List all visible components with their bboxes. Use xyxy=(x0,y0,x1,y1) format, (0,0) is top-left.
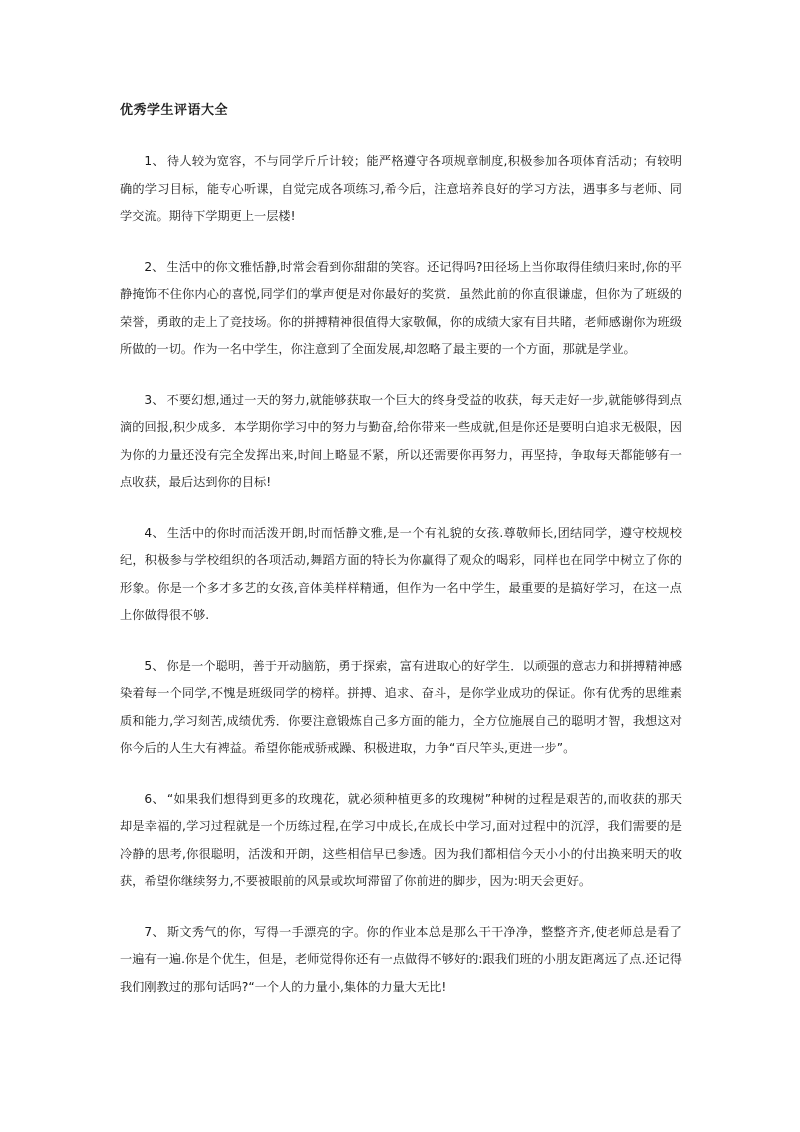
document-title: 优秀学生评语大全 xyxy=(120,103,229,118)
paragraph-text: “如果我们想得到更多的玫瑰花，就必须种植更多的玫瑰树”种树的过程是艰苦的,而收获的那天却是幸福的,学习过程就是一个历练过程,在学习中成长,在成长中学习,面对过程中的沉浮，我们需要的是冷静的思考,你很聪明，活泼和开朗，这些相信早已参透。因为我们都相信今天小小的付出换来明天的收获，希望你继续努力,不要被眼前的风景或坎坷滞留了你前进的脚步，因为:明天会更好。 xyxy=(120,791,682,888)
comment-paragraph-4 xyxy=(120,520,682,630)
comment-paragraph-2 xyxy=(120,254,682,364)
paragraph-text: 生活中的你文雅恬静,时常会看到你甜甜的笑容。还记得吗?田径场上当你取得佳绩归来时,你的平静掩饰不住你内心的喜悦,同学们的掌声便是对你最好的奖赏．虽然此前的你直很谦虚，但你为了班级的荣誉，勇敢的走上了竞技场。你的拼搏精神很值得大家敬佩，你的成绩大家有目共睹，老师感谢你为班级所做的一切。作为一名中学生，你注意到了全面发展,却忽略了最主要的一个方面，那就是学业。 xyxy=(120,259,682,356)
paragraph-number: 6、 xyxy=(144,791,165,806)
paragraph-number: 7、 xyxy=(144,924,165,939)
comment-paragraph-3 xyxy=(120,387,682,497)
comment-paragraph-5 xyxy=(120,653,682,763)
paragraph-text: 生活中的你时而活泼开朗,时而恬静文雅,是一个有礼貌的女孩.尊敬师长,团结同学，遵守校规校纪，积极参与学校组织的各项活动,舞蹈方面的特长为你赢得了观众的喝彩，同样也在同学中树立了你的形象。你是一个多才多艺的女孩,音体美样样精通，但作为一名中学生，最重要的是搞好学习，在这一点上你做得很不够. xyxy=(120,525,682,622)
paragraph-number: 1、 xyxy=(144,154,165,168)
paragraph-number: 3、 xyxy=(144,392,165,407)
paragraph-text: 不要幻想,通过一天的努力,就能够获取一个巨大的终身受益的收获，每天走好一步,就能够得到点滴的回报,积少成多．本学期你学习中的努力与勤奋,给你带来一些成就,但是你还是要明白追求无极限，因为你的力量还没有完全发挥出来,时间上略显不紧，所以还需要你再努力，再坚持，争取每天都能够有一点收获，最后达到你的目标! xyxy=(120,392,682,489)
comment-paragraph-6 xyxy=(120,786,682,896)
paragraph-number: 4、 xyxy=(144,525,165,540)
comment-paragraph-1 xyxy=(120,148,682,231)
paragraph-text: 待人较为宽容，不与同学斤斤计较；能严格遵守各项规章制度,积极参加各项体育活动；有较明确的学习目标，能专心听课，自觉完成各项练习,希今后，注意培养良好的学习方法，遇事多与老师、同学交流。期待下学期更上一层楼! xyxy=(120,154,682,223)
paragraph-number: 2、 xyxy=(144,259,165,274)
paragraph-number: 5、 xyxy=(144,658,165,673)
paragraph-text: 斯文秀气的你，写得一手漂亮的字。你的作业本总是那么干干净净，整整齐齐,使老师总是看了一遍有一遍.你是个优生，但是，老师觉得你还有一点做得不够好的:跟我们班的小朋友距离远了点.还记得我们刚教过的那句话吗?“一个人的力量小,集体的力量大无比! xyxy=(120,924,682,994)
paragraph-text: 你是一个聪明，善于开动脑筋，勇于探索，富有进取心的好学生．以顽强的意志力和拼搏精神感染着每一个同学,不愧是班级同学的榜样。拼搏、追求、奋斗，是你学业成功的保证。你有优秀的思维素质和能力,学习刻苦,成绩优秀．你要注意锻炼自己多方面的能力，全方位施展自己的聪明才智，我想这对你今后的人生大有裨益。希望你能戒骄戒躁、积极进取，力争“百尺竿头,更进一步”。 xyxy=(120,658,682,755)
comment-paragraph-7 xyxy=(120,919,682,1002)
